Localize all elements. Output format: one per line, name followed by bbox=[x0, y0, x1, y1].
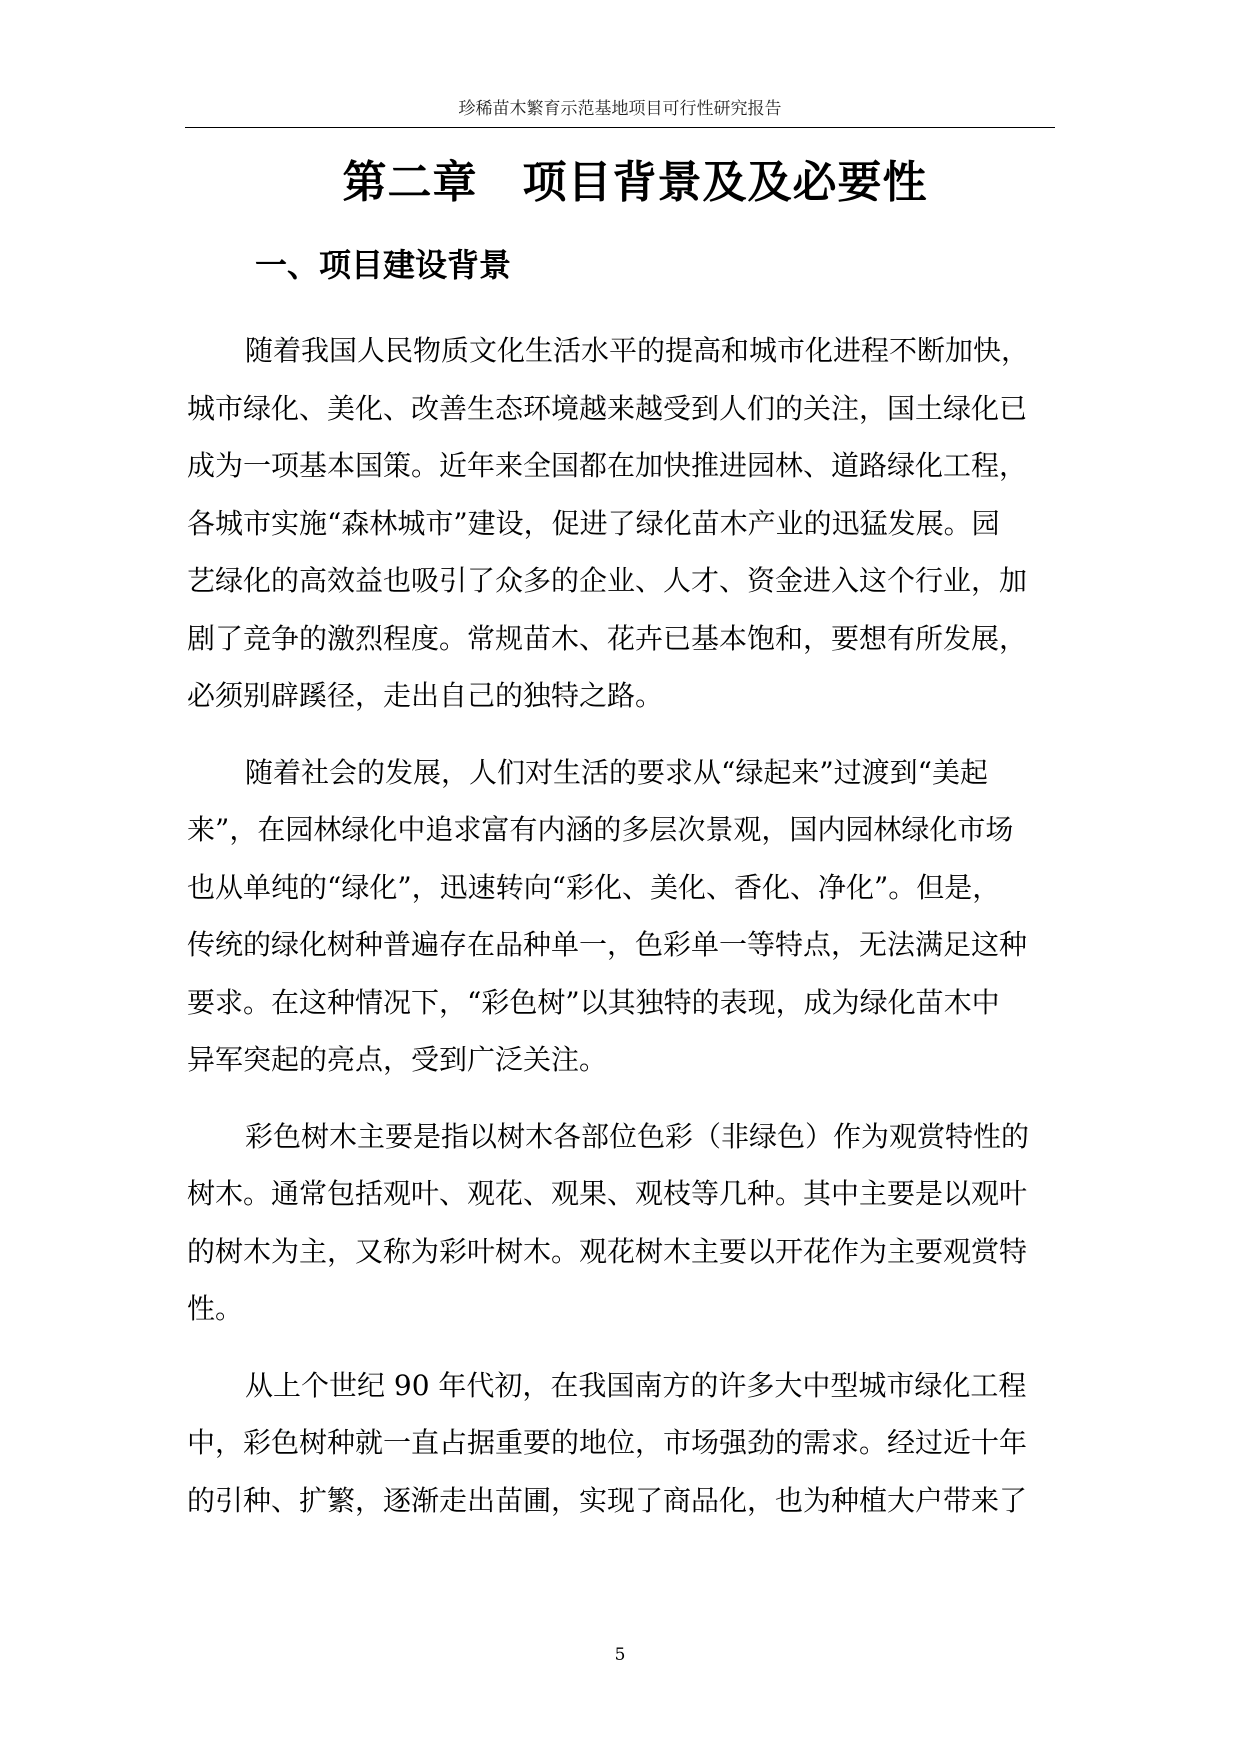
paragraph bbox=[187, 1108, 1057, 1338]
paragraph-line: 也从单纯的“绿化”，迅速转向“彩化、美化、香化、净化”。但是， bbox=[187, 870, 1001, 904]
page-number: 5 bbox=[614, 1645, 626, 1665]
paragraph-line: 剧了竞争的激烈程度。常规苗木、花卉已基本饱和，要想有所发展， bbox=[187, 621, 1028, 655]
paragraph-line: 彩色树木主要是指以树木各部位色彩（非绿色）作为观赏特性的 bbox=[245, 1119, 1030, 1153]
paragraph-line: 要求。在这种情况下，“彩色树”以其独特的表现，成为绿化苗木中 bbox=[187, 985, 1000, 1019]
paragraph-line: 来”，在园林绿化中追求富有内涵的多层次景观，国内园林绿化市场 bbox=[187, 813, 1014, 846]
paragraph-line: 随着社会的发展，人们对生活的要求从“绿起来”过渡到“美起 bbox=[245, 755, 988, 789]
paragraph bbox=[187, 744, 1057, 1089]
paragraph-line: 的引种、扩繁，逐渐走出苗圃，实现了商品化，也为种植大户带来了 bbox=[187, 1483, 1028, 1517]
paragraph-line: 艺绿化的高效益也吸引了众多的企业、人才、资金进入这个行业，加 bbox=[187, 564, 1028, 597]
paragraph-line: 中，彩色树种就一直占据重要的地位，市场强劲的需求。经过近十年 bbox=[187, 1426, 1028, 1459]
paragraph-line: 传统的绿化树种普遍存在品种单一，色彩单一等特点，无法满足这种 bbox=[187, 928, 1028, 961]
paragraph-line: 树木。通常包括观叶、观花、观果、观枝等几种。其中主要是以观叶 bbox=[187, 1177, 1028, 1210]
chapter-title: 第二章 项目背景及及必要性 bbox=[342, 157, 928, 208]
body-text bbox=[187, 322, 1057, 1548]
paragraph-line: 各城市实施“森林城市”建设，促进了绿化苗木产业的迅猛发展。园 bbox=[187, 506, 1000, 540]
paragraph-line: 异军突起的亮点，受到广泛关注。 bbox=[187, 1043, 608, 1076]
paragraph-line: 城市绿化、美化、改善生态环境越来越受到人们的关注，国土绿化已 bbox=[187, 391, 1028, 425]
paragraph-line: 从上个世纪 90 年代初，在我国南方的许多大中型城市绿化工程 bbox=[245, 1368, 1027, 1402]
section-title: 一、项目建设背景 bbox=[255, 246, 512, 284]
paragraph-line: 的树木为主，又称为彩叶树木。观花树木主要以开花作为主要观赏特 bbox=[187, 1234, 1028, 1268]
paragraph-line: 成为一项基本国策。近年来全国都在加快推进园林、道路绿化工程， bbox=[187, 449, 1028, 482]
paragraph-line: 随着我国人民物质文化生活水平的提高和城市化进程不断加快， bbox=[245, 334, 1030, 367]
paragraph bbox=[187, 322, 1057, 725]
header-divider bbox=[185, 127, 1055, 128]
running-header: 珍稀苗木繁育示范基地项目可行性研究报告 bbox=[458, 99, 782, 119]
paragraph bbox=[187, 1357, 1057, 1530]
paragraph-line: 性。 bbox=[187, 1292, 244, 1325]
paragraph-line: 必须别辟蹊径，走出自己的独特之路。 bbox=[187, 679, 664, 712]
